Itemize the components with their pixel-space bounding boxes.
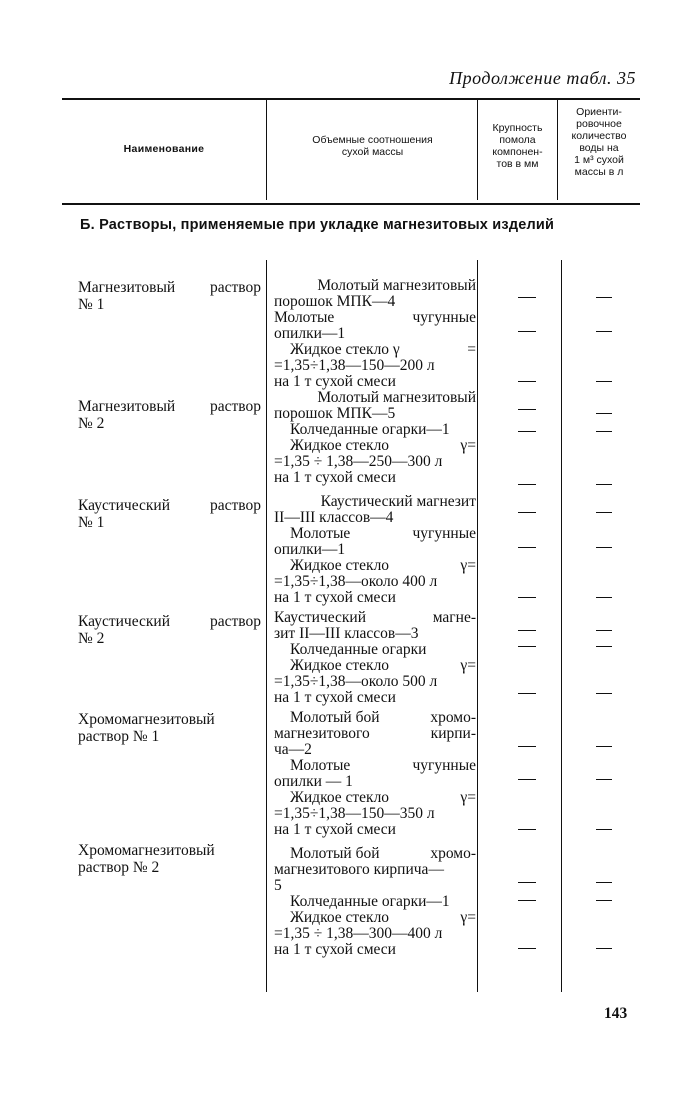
row-5-water-dash-3 <box>596 829 612 830</box>
row-4-water-dash-2 <box>596 646 612 647</box>
row-2-name-line-1: Магнезитовый раствор <box>78 398 261 415</box>
row-6-name: Хромомагнезитовый раствор № 2 <box>78 842 215 876</box>
row-1-name-line-1: Магнезитовый раствор <box>78 279 261 296</box>
row-4-name-line-1: Каустический раствор <box>78 613 261 630</box>
row-3-components: Каустический магнезит II—III классов—4 Молотые чугунные опилки—1 Жидкое стекло γ= =1,35÷1,38—около 400 л на 1 т сухой смеси <box>274 493 476 606</box>
row-3-name-line-1: Каустический раствор <box>78 497 261 514</box>
row-1-grind-dash-1 <box>518 297 536 298</box>
row-6-components: Молотый бой хромо- магнезитового кирпича— 5 Колчеданные огарки—1 Жидкое стекло γ= =1,35 ÷ 1,38—300—400 л на 1 т сухой смеси <box>274 845 476 958</box>
row-3-water-dash-2 <box>596 547 612 548</box>
row-1-components: Молотый магнезитовый порошок МПК—4 Молотые чугунные опилки—1 Жидкое стекло γ = =1,35÷1,38—150—200 л на 1 т сухой смеси <box>274 277 476 390</box>
row-2-water-dash-2 <box>596 431 612 432</box>
row-5-grind-dash-3 <box>518 829 536 830</box>
row-1-grind-dash-3 <box>518 381 536 382</box>
row-5-water-dash-2 <box>596 779 612 780</box>
row-4-water-dash-3 <box>596 693 612 694</box>
row-6-water-dash-3 <box>596 948 612 949</box>
row-6-grind-dash-1 <box>518 882 536 883</box>
row-1-name: Магнезитовый раствор № 1 <box>78 279 261 313</box>
row-3-grind-dash-1 <box>518 512 536 513</box>
row-3-water-dash-1 <box>596 512 612 513</box>
row-1-water-dash-3 <box>596 381 612 382</box>
row-5-name: Хромомагнезитовый раствор № 1 <box>78 711 215 745</box>
row-6-grind-dash-2 <box>518 900 536 901</box>
header-grind: Крупность помола компонен- тов в мм <box>492 122 543 170</box>
row-4-grind-dash-2 <box>518 646 536 647</box>
row-2-water-dash-3 <box>596 484 612 485</box>
row-1-water-dash-2 <box>596 331 612 332</box>
row-5-grind-dash-2 <box>518 779 536 780</box>
row-1-water-dash-1 <box>596 297 612 298</box>
row-5-grind-dash-1 <box>518 746 536 747</box>
row-6-grind-dash-3 <box>518 948 536 949</box>
row-3-grind-dash-3 <box>518 597 536 598</box>
row-2-water-dash-1 <box>596 413 612 414</box>
row-6-water-dash-1 <box>596 882 612 883</box>
header-water: Ориенти- ровочное количество воды на 1 м³ сухой массы в л <box>571 106 627 178</box>
body-divider-2 <box>477 260 478 992</box>
table-caption: Продолжение табл. 35 <box>449 68 636 88</box>
row-2-grind-dash-2 <box>518 431 536 432</box>
page-number: 143 <box>604 1005 628 1022</box>
row-3-name: Каустический раствор № 1 <box>78 497 261 531</box>
row-6-water-dash-2 <box>596 900 612 901</box>
row-5-components: Молотый бой хромо- магнезитового кирпи- ча—2 Молотые чугунные опилки — 1 Жидкое стекло γ= =1,35÷1,38—150—350 л на 1 т сухой смеси <box>274 709 476 838</box>
row-4-components: Каустический магне- зит II—III классов—3 Колчеданные огарки Жидкое стекло γ= =1,35÷1,38—около 500 л на 1 т сухой смеси <box>274 609 476 706</box>
header-divider-1 <box>266 100 267 200</box>
row-2-grind-dash-3 <box>518 484 536 485</box>
header-volume: Объемные соотношения сухой массы <box>312 134 433 158</box>
row-1-grind-dash-2 <box>518 331 536 332</box>
row-2-grind-dash-1 <box>518 409 536 410</box>
row-4-grind-dash-1 <box>518 630 536 631</box>
body-divider-3 <box>561 260 562 992</box>
body-divider-1 <box>266 260 267 992</box>
row-3-water-dash-3 <box>596 597 612 598</box>
row-5-water-dash-1 <box>596 746 612 747</box>
section-title: Б. Растворы, применяемые при укладке магнезитовых изделий <box>80 217 555 233</box>
row-4-name: Каустический раствор № 2 <box>78 613 261 647</box>
table-header-bottom-rule <box>62 203 640 205</box>
row-2-name: Магнезитовый раствор № 2 <box>78 398 261 432</box>
row-4-grind-dash-3 <box>518 693 536 694</box>
row-4-water-dash-1 <box>596 630 612 631</box>
row-3-grind-dash-2 <box>518 547 536 548</box>
table-top-rule <box>62 98 640 100</box>
header-name: Наименование <box>123 143 205 155</box>
row-2-components: Молотый магнезитовый порошок МПК—5 Колчеданные огарки—1 Жидкое стекло γ= =1,35 ÷ 1,38—250—300 л на 1 т сухой смеси <box>274 389 476 486</box>
